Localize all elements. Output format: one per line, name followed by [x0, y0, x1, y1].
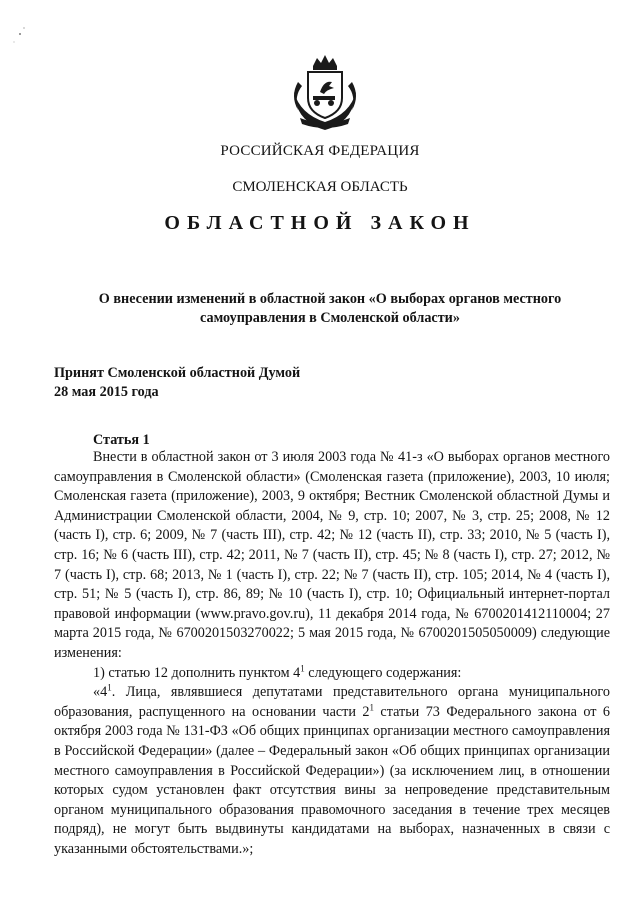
- scan-specks: [0, 0, 40, 50]
- coat-of-arms-icon: [286, 52, 364, 132]
- superscript: 1: [300, 662, 305, 673]
- superscript: 1: [369, 701, 374, 712]
- region-heading: СМОЛЕНСКАЯ ОБЛАСТЬ: [232, 179, 408, 195]
- amendment-item-tail: следующего содержания:: [304, 664, 462, 681]
- article-heading: Статья 1: [93, 432, 150, 448]
- country-heading: РОССИЙСКАЯ ФЕДЕРАЦИЯ: [220, 143, 420, 159]
- document-type-heading: ОБЛАСТНОЙ ЗАКОН: [164, 212, 476, 234]
- amendment-item: [54, 664, 610, 684]
- quote-start: «4: [93, 684, 108, 701]
- law-title: О внесении изменений в областной закон «О выборах органов местного самоуправления в Смоленской области»: [98, 291, 562, 326]
- quote-end: статьи 73 Федерального закона от 6 октября 2003 года № 131-ФЗ «Об общих принципах организации местного самоуправления в Российской Федерации» (далее – Федеральный закон «Об общих принципах организации местного самоуправления в Российской Федерации») (за исключением лиц, в отношении которых судом установлен факт отсутствия вины за непроведение представительным органом муниципального образования правомочного заседания в течение трех месяцев подряд), не могут быть выдвинуты кандидатами на выборах, назначенных в связи с указанными обстоятельствами.»;: [54, 703, 611, 857]
- adoption-line: Принят Смоленской областной Думой: [54, 365, 301, 381]
- adoption-info: [54, 364, 300, 402]
- article-intro: Внести в областной закон от 3 июля 2003 года № 41-з «О выборах органов местного самоуправления в Смоленской области» (Смоленская газета (приложение), 2003, 10 июля; Смоленская газета (приложение), 2003, 9 октября; Вестник Смоленской областной Думы и Администрации Смоленской области, 2004, № 9, стр. 10; 2007, № 3, стр. 25; 2008, № 12 (часть I), стр. 6; 2009, № 7 (часть III), стр. 42; № 12 (часть II), стр. 33; 2010, № 5 (часть I), стр. 16; № 6 (часть III), стр. 42; 2011, № 7 (часть II), стр. 45; № 8 (часть I), стр. 27; 2012, № 7 (часть I), стр. 68; 2013, № 1 (часть I), стр. 22; № 7 (часть II), стр. 105; 2014, № 4 (часть I), стр. 51; № 5 (часть I), стр. 86, 89; № 10 (часть I), стр. 10; Официальный интернет-портал правовой информации (www.pravo.gov.ru), 11 декабря 2014 года, № 6700201412110004; 27 марта 2015 года, № 6700201503270022; 5 мая 2015 года, № 6700201505050009) следующие изменения:: [54, 449, 610, 661]
- amendment-item-text: 1) статью 12 дополнить пунктом 4: [93, 664, 301, 681]
- superscript: 1: [107, 682, 112, 693]
- adoption-date: 28 мая 2015 года: [54, 384, 159, 400]
- quote-middle: . Лица, являвшиеся депутатами представительного органа муниципального образования, распущенного на основании части 2: [54, 684, 610, 720]
- amendment-quote: [54, 683, 610, 859]
- article-body: [54, 448, 610, 859]
